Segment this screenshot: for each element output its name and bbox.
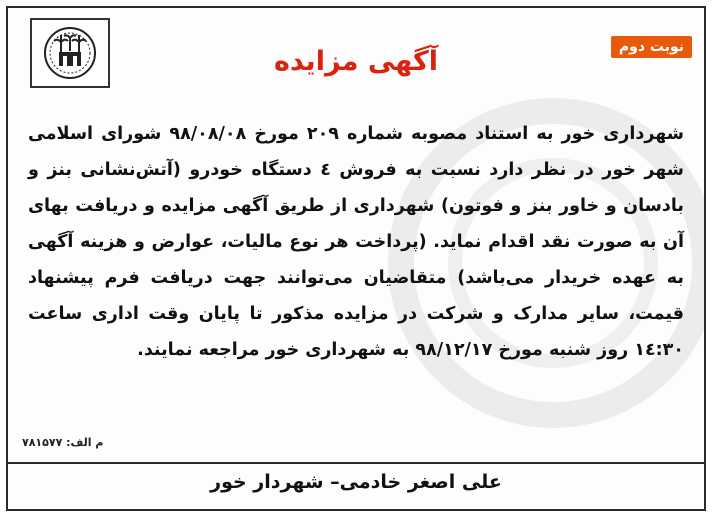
registration-number: م الف: ۷۸۱۵۷۷ (22, 436, 104, 449)
page-title: آگهی مزایده (274, 46, 438, 77)
publication-round-badge: نوبت دوم (611, 36, 692, 58)
signature-line: علی اصغر خادمی– شهردار خور (210, 471, 502, 493)
divider (8, 462, 704, 464)
announcement-body: شهرداری خور به استناد مصوبه شماره ۲۰۹ مورخ ۹۸/۰۸/۰۸ شورای اسلامی شهر خور در نظر دارد نسبت به فروش ٤ دستگاه خودرو (آتش‌نشانی بنز و بادسان و خاور بنز و فوتون) شهرداری از طریق آگهی مزایده و دریافت بهای آن به صورت نقد اقدام نماید. (پرداخت هر نوع مالیات، عوارض و هزینه آگهی به عهده خریدار می‌باشد) متقاضیان می‌توانند جهت دریافت فرم پیشنهاد قیمت، سایر مدارک و شرکت در مزایده مذکور تا پایان وقت اداری ساعت ۱٤:۳۰ روز شنبه مورخ ۹۸/۱۲/۱۷ به شهرداری خور مراجعه نمایند. (28, 124, 684, 360)
advertisement-frame (6, 6, 706, 511)
